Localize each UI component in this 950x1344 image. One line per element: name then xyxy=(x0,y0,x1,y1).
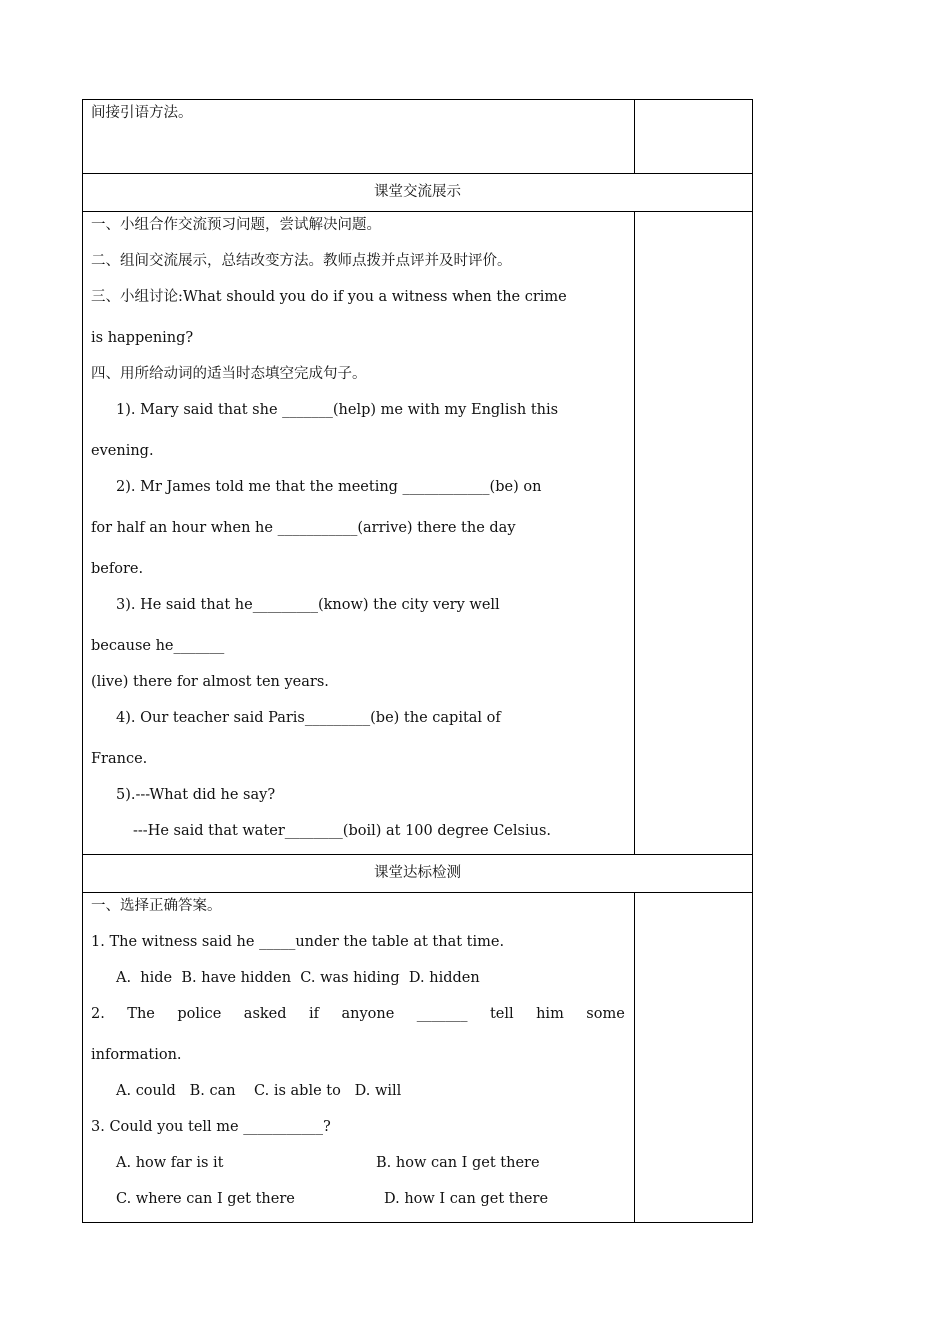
question-1: 1. The witness said he _____under the table at that time. xyxy=(91,934,505,950)
step-3: 三、小组讨论:What should you do if you a witness when the crime xyxy=(91,289,567,305)
q2-word: him xyxy=(536,1006,564,1022)
question-3: 3. Could you tell me ___________? xyxy=(91,1119,331,1135)
exercise-4-cont: France. xyxy=(91,751,148,767)
exercise-3-end: (live) there for almost ten years. xyxy=(91,674,329,690)
section1-content xyxy=(83,212,635,855)
exercise-2: 2). Mr James told me that the meeting ____________(be) on xyxy=(116,479,542,495)
option-b: B. how can I get there xyxy=(376,1155,540,1171)
section1-body-row xyxy=(83,212,753,855)
step-2: 二、组间交流展示，总结改变方法。教师点拨并点评并及时评价。 xyxy=(91,253,512,269)
section2-side xyxy=(634,893,752,1223)
q2-word: The xyxy=(127,1006,155,1022)
step-4: 四、用所给动词的适当时态填空完成句子。 xyxy=(91,366,367,382)
question-1-options: A. hide B. have hidden C. was hiding D. hidden xyxy=(116,970,480,986)
question-3-options-ab xyxy=(91,1150,625,1186)
exercise-2-end: before. xyxy=(91,561,144,577)
section2-content xyxy=(83,893,635,1223)
exercise-5-answer: ---He said that water________(boil) at 100 degree Celsius. xyxy=(133,823,551,839)
exercise-1-cont: evening. xyxy=(91,443,154,459)
q2-blank: _______ xyxy=(416,1006,468,1022)
test-instruction: 一、选择正确答案。 xyxy=(91,898,222,914)
q2-word: asked xyxy=(243,1006,287,1022)
q2-word: 2. xyxy=(91,1006,105,1022)
q2-word: tell xyxy=(489,1006,514,1022)
question-2-cont: information. xyxy=(91,1047,182,1063)
section1-header-row xyxy=(83,174,753,212)
q2-word: police xyxy=(177,1006,222,1022)
q2-word: if xyxy=(309,1006,320,1022)
section2-header-row xyxy=(83,855,753,893)
question-3-options-cd xyxy=(91,1186,625,1222)
step-1: 一、小组合作交流预习问题，尝试解决问题。 xyxy=(91,217,381,233)
exercise-3: 3). He said that he_________(know) the city very well xyxy=(116,597,500,613)
method-text: 间接引语方法。 xyxy=(91,105,193,121)
top-row-content xyxy=(83,100,635,174)
top-row-side xyxy=(634,100,752,174)
top-row xyxy=(83,100,753,174)
question-2 xyxy=(91,1001,625,1042)
q2-word: some xyxy=(586,1006,625,1022)
q2-word: anyone xyxy=(341,1006,395,1022)
exercise-5: 5).---What did he say? xyxy=(116,787,276,803)
exercise-3-cont: because he_______ xyxy=(91,638,225,654)
option-a: A. how far is it xyxy=(116,1155,224,1171)
section2-title: 课堂达标检测 xyxy=(83,855,753,893)
option-c: C. where can I get there xyxy=(116,1191,295,1207)
exercise-1: 1). Mary said that she _______(help) me with my English this xyxy=(116,402,559,418)
option-d: D. how I can get there xyxy=(384,1191,549,1207)
exercise-4: 4). Our teacher said Paris_________(be) the capital of xyxy=(116,710,501,726)
question-2-options: A. could B. can C. is able to D. will xyxy=(116,1083,402,1099)
section1-title: 课堂交流展示 xyxy=(83,174,753,212)
section2-body-row xyxy=(83,893,753,1223)
step-3-cont: is happening? xyxy=(91,330,194,346)
lesson-table xyxy=(82,99,753,1223)
section1-side xyxy=(634,212,752,855)
exercise-2-cont: for half an hour when he ___________(arrive) there the day xyxy=(91,520,516,536)
